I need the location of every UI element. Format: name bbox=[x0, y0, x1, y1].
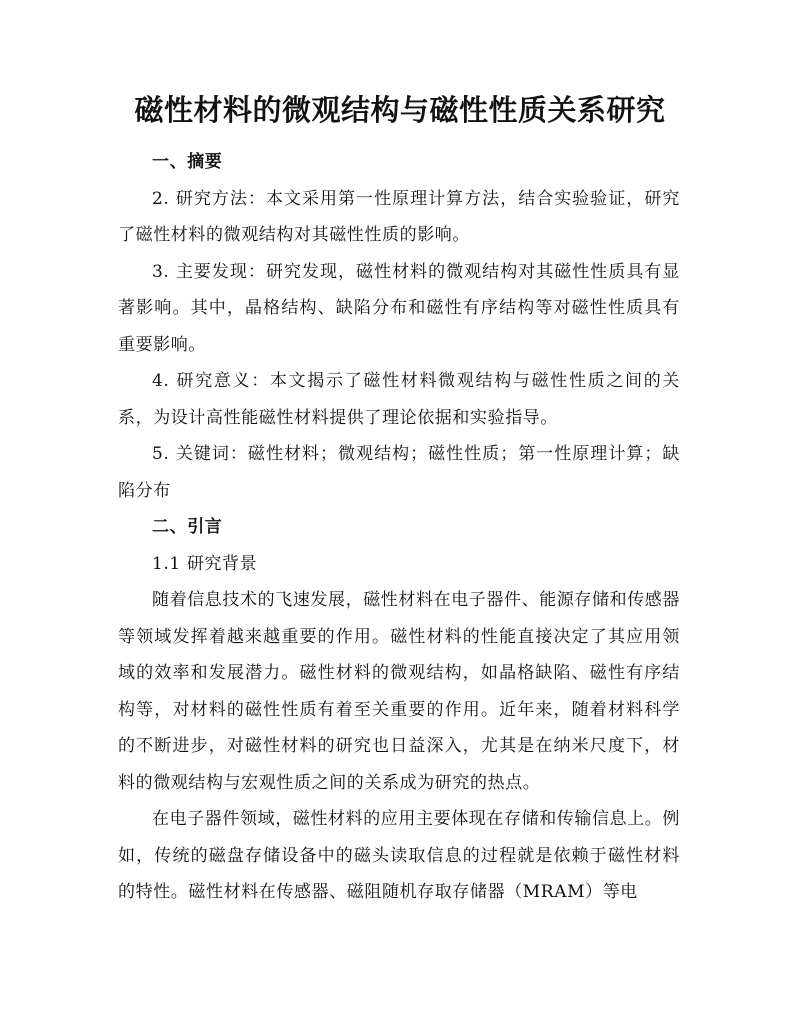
intro-heading: 二、引言 bbox=[152, 517, 223, 537]
intro-paragraph: 在电子器件领域，磁性材料的应用主要体现在存储和传输信息上。例如，传统的磁盘存储设备中的磁头读取信息的过程就是依赖于磁性材料的特性。磁性材料在传感器、磁阻随机存取存储器（MRAM）等电 bbox=[118, 809, 680, 902]
abstract-item-keywords: 5. 关键词：磁性材料；微观结构；磁性性质；第一性原理计算；缺陷分布 bbox=[118, 444, 680, 501]
abstract-heading: 一、摘要 bbox=[152, 152, 223, 172]
document-title: 磁性材料的微观结构与磁性性质关系研究 bbox=[134, 93, 666, 127]
abstract-item-method: 2. 研究方法：本文采用第一性原理计算方法，结合实验验证，研究了磁性材料的微观结构对其磁性性质的影响。 bbox=[118, 188, 680, 245]
abstract-item-significance: 4. 研究意义：本文揭示了磁性材料微观结构与磁性性质之间的关系，为设计高性能磁性材料提供了理论依据和实验指导。 bbox=[118, 371, 680, 428]
abstract-item-findings: 3. 主要发现：研究发现，磁性材料的微观结构对其磁性性质具有显著影响。其中，晶格结构、缺陷分布和磁性有序结构等对磁性性质具有重要影响。 bbox=[118, 261, 680, 355]
intro-paragraph: 随着信息技术的飞速发展，磁性材料在电子器件、能源存储和传感器等领域发挥着越来越重要的作用。磁性材料的性能直接决定了其应用领域的效率和发展潜力。磁性材料的微观结构，如晶格缺陷、磁性有序结构等，对材料的磁性性质有着至关重要的作用。近年来，随着材料科学的不断进步，对磁性材料的研究也日益深入，尤其是在纳米尺度下，材料的微观结构与宏观性质之间的关系成为研究的热点。 bbox=[118, 590, 680, 793]
document-body bbox=[118, 144, 680, 911]
intro-subheading: 1.1 研究背景 bbox=[152, 553, 258, 574]
